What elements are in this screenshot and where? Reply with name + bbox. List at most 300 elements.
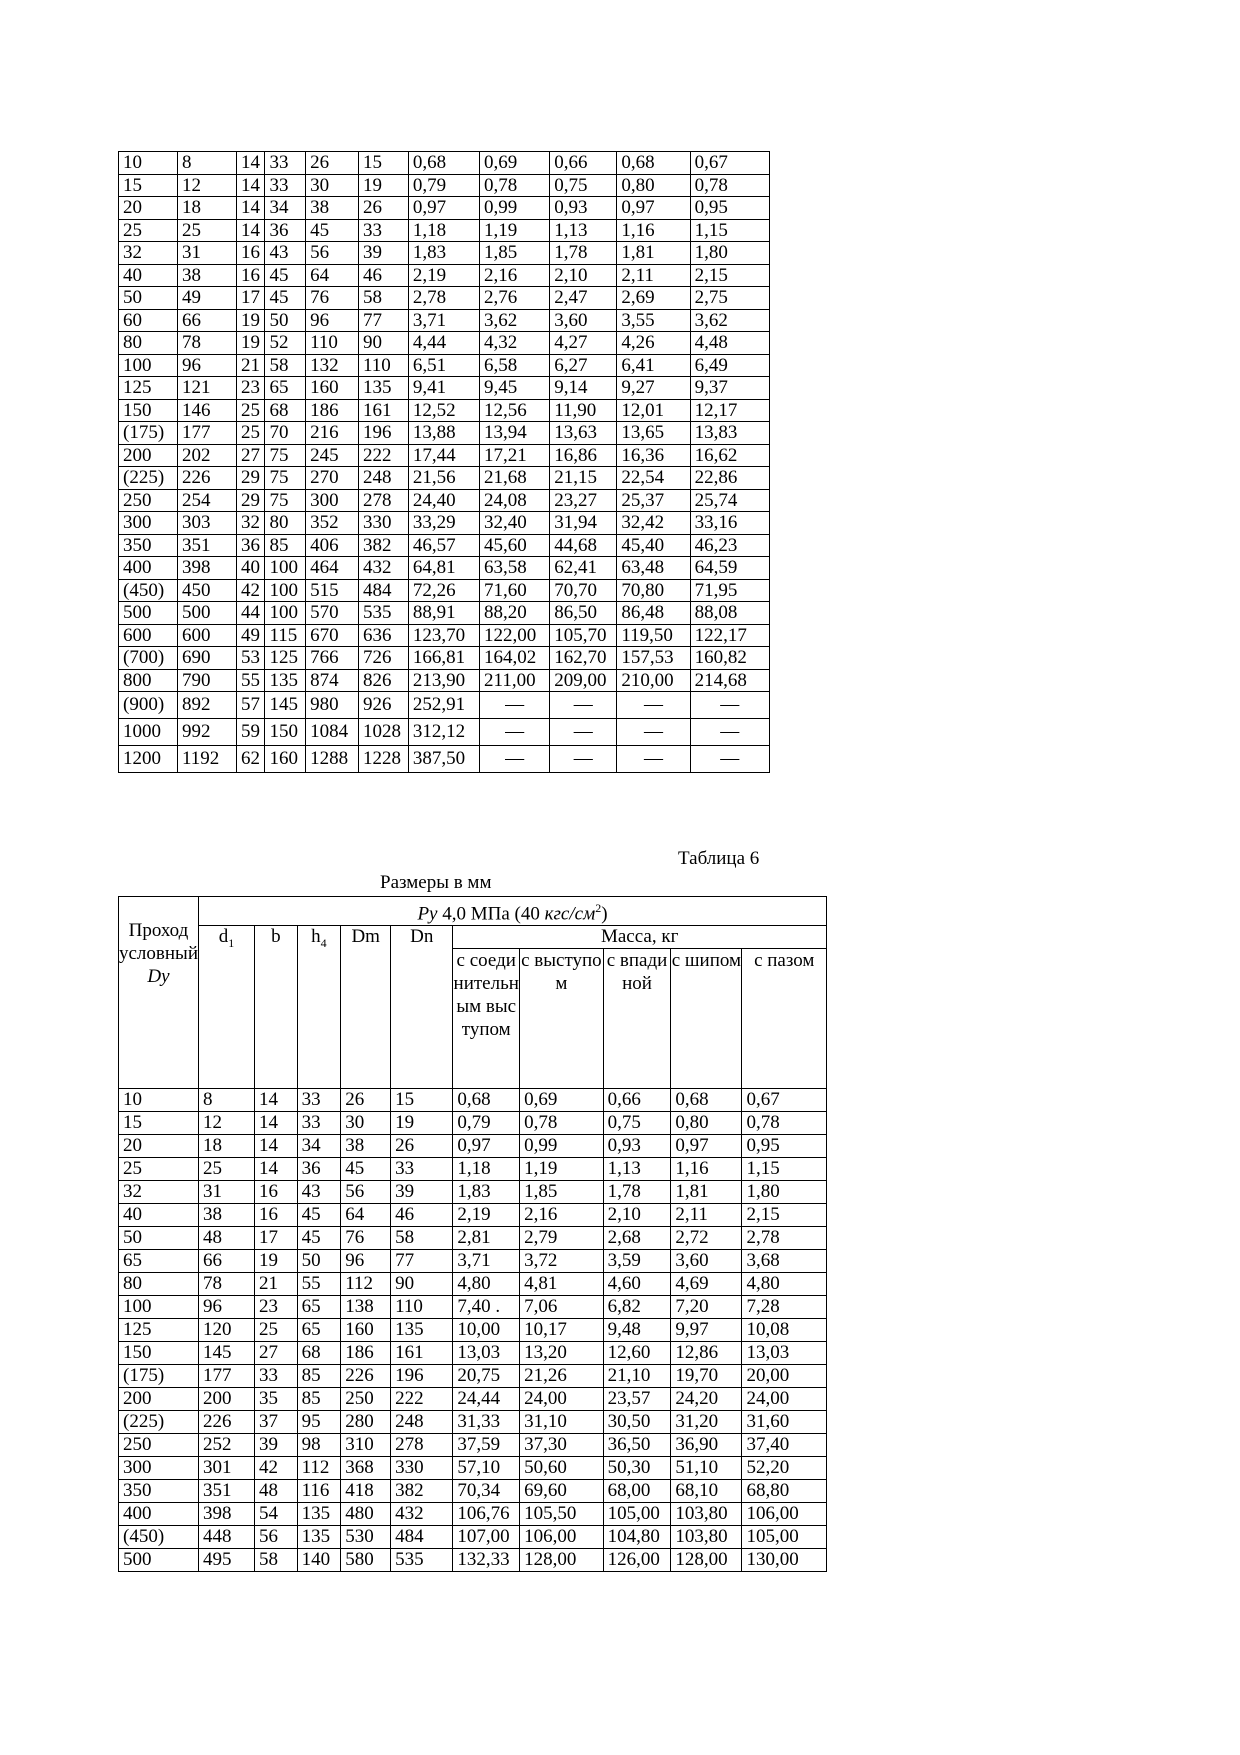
table-cell: 209,00: [550, 669, 617, 692]
table-cell: 25: [255, 1319, 298, 1342]
table-cell: 432: [359, 557, 409, 580]
table-cell: 226: [341, 1365, 391, 1388]
table-cell: 406: [306, 534, 359, 557]
table-cell: 13,63: [550, 422, 617, 445]
table-6-body: [119, 1089, 827, 1572]
table-cell: 21: [236, 354, 264, 377]
table-cell: 418: [341, 1480, 391, 1503]
table-cell: 310: [341, 1434, 391, 1457]
table-cell: 670: [306, 624, 359, 647]
table-row: [119, 1503, 827, 1526]
table-cell: 18: [177, 197, 236, 220]
table-cell: 71,95: [690, 579, 769, 602]
table-cell: 500: [177, 602, 236, 625]
table-cell: 64: [306, 264, 359, 287]
table-cell: 15: [119, 1112, 199, 1135]
table-cell: 77: [391, 1250, 453, 1273]
header-d1: [198, 926, 254, 1089]
table-cell: 40: [119, 1204, 199, 1227]
table-cell: 211,00: [480, 669, 550, 692]
table-cell: 330: [391, 1457, 453, 1480]
table-cell: 382: [391, 1480, 453, 1503]
table-cell: 368: [341, 1457, 391, 1480]
table-cell: 186: [341, 1342, 391, 1365]
table-cell: 15: [359, 152, 409, 175]
table-cell: 0,99: [520, 1135, 604, 1158]
table-cell: 23,57: [603, 1388, 671, 1411]
table-cell: 1,81: [617, 242, 690, 265]
table-cell: —: [550, 719, 617, 746]
table-cell: 68,00: [603, 1480, 671, 1503]
table-cell: 500: [119, 1549, 199, 1572]
table-cell: 157,53: [617, 647, 690, 670]
table-cell: 2,81: [453, 1227, 520, 1250]
table-cell: 86,50: [550, 602, 617, 625]
table-cell: 600: [119, 624, 178, 647]
table-cell: 892: [177, 692, 236, 719]
table-cell: 6,27: [550, 354, 617, 377]
table-cell: 0,93: [603, 1135, 671, 1158]
table-cell: 300: [119, 1457, 199, 1480]
table-cell: 62,41: [550, 557, 617, 580]
table-row: [119, 174, 770, 197]
table-cell: 9,27: [617, 377, 690, 400]
table-cell: 1192: [177, 746, 236, 773]
table-cell: 50: [297, 1250, 341, 1273]
table-cell: 1028: [359, 719, 409, 746]
table-row: [119, 1411, 827, 1434]
table-cell: 78: [198, 1273, 254, 1296]
table-cell: 0,78: [742, 1112, 827, 1135]
table-cell: 46,57: [408, 534, 479, 557]
table-cell: 1,78: [550, 242, 617, 265]
table-cell: 121: [177, 377, 236, 400]
table-cell: 250: [119, 489, 178, 512]
table-cell: 1,13: [550, 219, 617, 242]
table-cell: 0,68: [408, 152, 479, 175]
table-cell: 64,59: [690, 557, 769, 580]
table-cell: 14: [255, 1135, 298, 1158]
table-cell: 85: [297, 1388, 341, 1411]
table-cell: 12,01: [617, 399, 690, 422]
table-row: [119, 1457, 827, 1480]
table-cell: 24,40: [408, 489, 479, 512]
table-row: [119, 1549, 827, 1572]
table-cell: 2,75: [690, 287, 769, 310]
table-cell: 96: [177, 354, 236, 377]
table-cell: 4,26: [617, 332, 690, 355]
table-row: [119, 489, 770, 512]
table-cell: 0,78: [690, 174, 769, 197]
table-cell: 140: [297, 1549, 341, 1572]
table-row: [119, 1204, 827, 1227]
header-mass-projection: с выступом: [520, 949, 604, 1089]
table-cell: 123,70: [408, 624, 479, 647]
table-cell: 13,03: [742, 1342, 827, 1365]
table-cell: 214,68: [690, 669, 769, 692]
table-cell: 4,81: [520, 1273, 604, 1296]
table-cell: 32: [119, 1181, 199, 1204]
table-cell: 44,68: [550, 534, 617, 557]
table-cell: 76: [306, 287, 359, 310]
table-cell: 59: [236, 719, 264, 746]
table-cell: 350: [119, 534, 178, 557]
table-cell: —: [550, 692, 617, 719]
table-cell: 135: [297, 1526, 341, 1549]
table-cell: 122,17: [690, 624, 769, 647]
table-cell: 50,30: [603, 1457, 671, 1480]
table-cell: 135: [391, 1319, 453, 1342]
table-cell: 9,48: [603, 1319, 671, 1342]
table-cell: 95: [297, 1411, 341, 1434]
table-cell: 50: [119, 1227, 199, 1250]
table-cell: 135: [359, 377, 409, 400]
table-cell: 64,81: [408, 557, 479, 580]
table-cell: 45: [306, 219, 359, 242]
table-cell: 3,55: [617, 309, 690, 332]
table-cell: 77: [359, 309, 409, 332]
table-cell: 30,50: [603, 1411, 671, 1434]
table-cell: 13,83: [690, 422, 769, 445]
table-cell: 0,97: [671, 1135, 742, 1158]
table-cell: 1,15: [690, 219, 769, 242]
table-row: [119, 1434, 827, 1457]
table-row: [119, 264, 770, 287]
table-cell: 128,00: [671, 1549, 742, 1572]
table-cell: 45: [297, 1204, 341, 1227]
flange-table-continued-body: [119, 152, 770, 773]
table-cell: 52,20: [742, 1457, 827, 1480]
table-cell: 4,80: [742, 1273, 827, 1296]
table-cell: 45,40: [617, 534, 690, 557]
table-cell: 23: [255, 1296, 298, 1319]
table-cell: 0,99: [480, 197, 550, 220]
table-cell: 1,85: [480, 242, 550, 265]
table-cell: 160,82: [690, 647, 769, 670]
pressure-prefix: Ру: [417, 903, 438, 925]
table-cell: 1200: [119, 746, 178, 773]
table-cell: 20: [119, 1135, 199, 1158]
table-cell: 9,41: [408, 377, 479, 400]
table-cell: 3,62: [690, 309, 769, 332]
table-cell: 14: [236, 174, 264, 197]
table-cell: 26: [341, 1089, 391, 1112]
table-cell: 303: [177, 512, 236, 535]
table-cell: —: [480, 692, 550, 719]
table-cell: 1228: [359, 746, 409, 773]
table-cell: 56: [255, 1526, 298, 1549]
table-cell: 0,80: [671, 1112, 742, 1135]
table-cell: 65: [297, 1319, 341, 1342]
table-cell: 54: [255, 1503, 298, 1526]
table-cell: 13,65: [617, 422, 690, 445]
table-cell: 58: [391, 1227, 453, 1250]
table-cell: 22,54: [617, 467, 690, 490]
table-cell: 25,37: [617, 489, 690, 512]
table-cell: 177: [198, 1365, 254, 1388]
table-cell: —: [690, 719, 769, 746]
table-cell: 0,75: [550, 174, 617, 197]
table-cell: 112: [297, 1457, 341, 1480]
table-cell: 40: [119, 264, 178, 287]
table-cell: 38: [306, 197, 359, 220]
table-cell: 23,27: [550, 489, 617, 512]
table-cell: 38: [198, 1204, 254, 1227]
table-cell: 104,80: [603, 1526, 671, 1549]
table-cell: 19: [236, 332, 264, 355]
table-cell: 766: [306, 647, 359, 670]
table-cell: 26: [306, 152, 359, 175]
table-cell: 80: [119, 1273, 199, 1296]
table-cell: 90: [359, 332, 409, 355]
table-cell: 96: [341, 1250, 391, 1273]
table-cell: 68: [297, 1342, 341, 1365]
table-cell: 2,19: [408, 264, 479, 287]
table-cell: 3,62: [480, 309, 550, 332]
table-row: [119, 1135, 827, 1158]
table-cell: 25,74: [690, 489, 769, 512]
header-dn: Dn: [391, 926, 453, 1089]
units-label: Размеры в мм: [380, 872, 492, 893]
table-cell: 12: [198, 1112, 254, 1135]
table-cell: (175): [119, 1365, 199, 1388]
table-cell: 0,79: [453, 1112, 520, 1135]
table-cell: 132,33: [453, 1549, 520, 1572]
table-cell: 75: [265, 444, 306, 467]
table-cell: 68,80: [742, 1480, 827, 1503]
table-cell: 110: [391, 1296, 453, 1319]
table-row: [119, 197, 770, 220]
table-cell: 36: [236, 534, 264, 557]
table-cell: 75: [265, 489, 306, 512]
table-cell: 6,58: [480, 354, 550, 377]
table-cell: 31,33: [453, 1411, 520, 1434]
table-cell: (450): [119, 1526, 199, 1549]
table-row: [119, 399, 770, 422]
table-cell: 300: [119, 512, 178, 535]
table-row: [119, 1227, 827, 1250]
table-cell: 515: [306, 579, 359, 602]
table-cell: 252: [198, 1434, 254, 1457]
table-cell: 2,19: [453, 1204, 520, 1227]
table-cell: 7,28: [742, 1296, 827, 1319]
table-cell: 530: [341, 1526, 391, 1549]
table-cell: 37,40: [742, 1434, 827, 1457]
table-cell: 16: [236, 242, 264, 265]
table-cell: 250: [341, 1388, 391, 1411]
table-row: [119, 1273, 827, 1296]
table-cell: 33: [297, 1089, 341, 1112]
table-cell: 160: [341, 1319, 391, 1342]
table-cell: 25: [119, 219, 178, 242]
table-cell: 1,13: [603, 1158, 671, 1181]
table-cell: 580: [341, 1549, 391, 1572]
table-cell: 80: [265, 512, 306, 535]
table-cell: 27: [236, 444, 264, 467]
table-cell: 12,56: [480, 399, 550, 422]
table-cell: 202: [177, 444, 236, 467]
table-row: [119, 219, 770, 242]
table-cell: 0,66: [550, 152, 617, 175]
table-cell: 76: [341, 1227, 391, 1250]
table-cell: 4,60: [603, 1273, 671, 1296]
pressure-value: 4,0 МПа (40: [437, 903, 545, 925]
table-row: [119, 1089, 827, 1112]
table-cell: 248: [391, 1411, 453, 1434]
table-cell: 2,16: [480, 264, 550, 287]
table-cell: 17: [236, 287, 264, 310]
flange-table-continued: [118, 151, 770, 773]
table-cell: 43: [265, 242, 306, 265]
table-cell: 2,78: [408, 287, 479, 310]
table-cell: 33: [265, 174, 306, 197]
table-cell: 495: [198, 1549, 254, 1572]
table-cell: 105,70: [550, 624, 617, 647]
table-cell: 2,15: [690, 264, 769, 287]
table-cell: 8: [177, 152, 236, 175]
table-row: [119, 719, 770, 746]
table-cell: 50: [119, 287, 178, 310]
table-cell: 200: [119, 1388, 199, 1411]
table-cell: 0,97: [408, 197, 479, 220]
table-row: [119, 332, 770, 355]
table-cell: 64: [341, 1204, 391, 1227]
table-cell: 790: [177, 669, 236, 692]
table-cell: 37,59: [453, 1434, 520, 1457]
table-cell: 31,94: [550, 512, 617, 535]
table-cell: 2,78: [742, 1227, 827, 1250]
table-cell: 31: [198, 1181, 254, 1204]
table-row: [119, 467, 770, 490]
table-cell: 1,81: [671, 1181, 742, 1204]
table-cell: 980: [306, 692, 359, 719]
header-h4: [297, 926, 341, 1089]
table-cell: 29: [236, 467, 264, 490]
table-cell: 31,20: [671, 1411, 742, 1434]
table-cell: 50: [265, 309, 306, 332]
table-cell: 33: [255, 1365, 298, 1388]
table-cell: 13,88: [408, 422, 479, 445]
table-cell: 4,80: [453, 1273, 520, 1296]
header-dy-text: Проход условный: [119, 920, 198, 964]
table-cell: 21,68: [480, 467, 550, 490]
table-cell: 398: [177, 557, 236, 580]
table-cell: 6,82: [603, 1296, 671, 1319]
table-cell: 0,93: [550, 197, 617, 220]
table-cell: 300: [306, 489, 359, 512]
table-cell: 1288: [306, 746, 359, 773]
header-h4-sub: 4: [320, 936, 327, 951]
table-cell: 25: [119, 1158, 199, 1181]
table-cell: 1,18: [408, 219, 479, 242]
table-cell: 464: [306, 557, 359, 580]
table-cell: 280: [341, 1411, 391, 1434]
table-cell: 7,06: [520, 1296, 604, 1319]
table-cell: 25: [236, 399, 264, 422]
table-caption: Таблица 6: [678, 848, 760, 869]
table-cell: 535: [359, 602, 409, 625]
table-cell: 2,10: [550, 264, 617, 287]
table-cell: 36,50: [603, 1434, 671, 1457]
table-cell: 88,08: [690, 602, 769, 625]
table-cell: 31: [177, 242, 236, 265]
table-cell: 135: [297, 1503, 341, 1526]
table-cell: 2,11: [617, 264, 690, 287]
table-cell: 0,68: [617, 152, 690, 175]
table-cell: 400: [119, 1503, 199, 1526]
table-cell: 1,83: [408, 242, 479, 265]
table-cell: 34: [297, 1135, 341, 1158]
table-cell: 45,60: [480, 534, 550, 557]
table-cell: 126,00: [603, 1549, 671, 1572]
table-cell: 3,71: [453, 1250, 520, 1273]
table-cell: 17,21: [480, 444, 550, 467]
table-cell: 55: [297, 1273, 341, 1296]
table-row: [119, 1342, 827, 1365]
table-cell: 9,45: [480, 377, 550, 400]
table-cell: 186: [306, 399, 359, 422]
table-cell: 17,44: [408, 444, 479, 467]
table-cell: 480: [341, 1503, 391, 1526]
table-cell: 4,48: [690, 332, 769, 355]
table-cell: 30: [341, 1112, 391, 1135]
table-cell: 254: [177, 489, 236, 512]
table-row: [119, 1112, 827, 1135]
table-row: [119, 1319, 827, 1342]
table-cell: 570: [306, 602, 359, 625]
table-cell: 16: [236, 264, 264, 287]
table-cell: 432: [391, 1503, 453, 1526]
table-cell: 56: [306, 242, 359, 265]
table-cell: 48: [198, 1227, 254, 1250]
table-cell: 39: [359, 242, 409, 265]
table-row: [119, 1480, 827, 1503]
table-cell: 116: [297, 1480, 341, 1503]
table-cell: 150: [119, 399, 178, 422]
table-cell: 10,17: [520, 1319, 604, 1342]
table-cell: 14: [236, 197, 264, 220]
table-cell: 226: [198, 1411, 254, 1434]
table-cell: 0,95: [690, 197, 769, 220]
table-cell: 23: [236, 377, 264, 400]
table-cell: (225): [119, 1411, 199, 1434]
table-cell: 0,78: [520, 1112, 604, 1135]
table-6-header-pressure: [119, 897, 827, 926]
table-cell: 8: [198, 1089, 254, 1112]
table-cell: 0,67: [742, 1089, 827, 1112]
table-cell: 1,78: [603, 1181, 671, 1204]
table-row: [119, 669, 770, 692]
table-cell: —: [690, 692, 769, 719]
table-cell: (700): [119, 647, 178, 670]
table-cell: 85: [297, 1365, 341, 1388]
table-cell: 1,15: [742, 1158, 827, 1181]
table-cell: 24,08: [480, 489, 550, 512]
table-cell: 4,44: [408, 332, 479, 355]
table-cell: 1,80: [742, 1181, 827, 1204]
table-cell: 1,16: [671, 1158, 742, 1181]
table-cell: 200: [198, 1388, 254, 1411]
table-cell: 122,00: [480, 624, 550, 647]
table-row: [119, 1296, 827, 1319]
table-cell: 15: [119, 174, 178, 197]
table-cell: 60: [119, 309, 178, 332]
table-row: [119, 152, 770, 175]
table-cell: 2,10: [603, 1204, 671, 1227]
table-cell: 105,00: [742, 1526, 827, 1549]
table-cell: 45: [297, 1227, 341, 1250]
table-cell: 12: [177, 174, 236, 197]
